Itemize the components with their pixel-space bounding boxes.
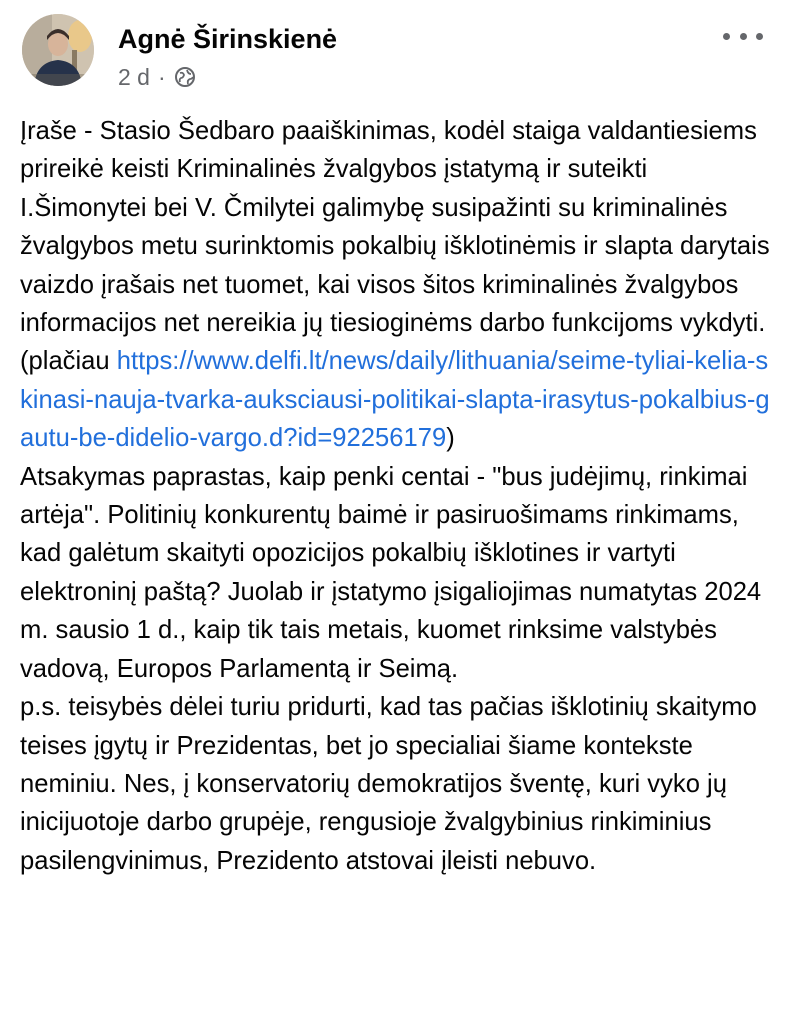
article-link[interactable]: https://www.delfi.lt/news/daily/lithuania/seime-tyliai-kelia-skinasi-nauja-tvarka-auksciausi-politikai-slapta-irasytus-pokalbius-gautu-be-didelio-vargo.d?id=92256179: [20, 347, 770, 453]
paragraph-text: ): [446, 424, 455, 453]
post-timestamp[interactable]: 2 d: [118, 63, 150, 90]
avatar[interactable]: [22, 14, 94, 86]
post-paragraph: p.s. teisybės dėlei turiu pridurti, kad tas pačias išklotinių skaitymo teises įgytų ir Prezidentas, bet jo specialiai šiame kontekste neminiu. Nes, į konservatorių demokratijos šventę, kuri vyko jų inicijuotoje darbo grupėje, rengusioje žvalgybinius rinkiminius pasilengvinimus, Prezidento atstovai įleisti nebuvo.: [20, 693, 757, 875]
post-header: [22, 14, 767, 94]
post-paragraph: [20, 112, 772, 458]
more-options-button[interactable]: [723, 26, 763, 46]
more-options-icon: [723, 33, 730, 40]
avatar-photo: [22, 14, 94, 86]
author-name[interactable]: Agnė Širinskienė: [118, 24, 338, 54]
paragraph-text: Įraše - Stasio Šedbaro paaiškinimas, kodėl staiga valdantiesiems prireikė keisti Kriminalinės žvalgybos įstatymą ir suteikti I.Šimonytei bei V. Čmilytei galimybę susipažinti su kriminalinės žvalgybos metu surinktomis pokalbių išklotinėmis ir slapta darytais vaizdo įrašais net tuomet, kai visos šitos kriminalinės žvalgybos informacijos net nereikia jų tiesioginėms darbo funkcijoms vykdyti. (plačiau: [20, 117, 770, 376]
more-options-icon-dot: [740, 33, 747, 40]
post-paragraph: Atsakymas paprastas, kaip penki centai - "bus judėjimų, rinkimai artėja". Politinių konkurentų baimė ir pasiruošimams rinkimams, kad galėtum skaityti opozicijos pokalbių išklotines ir vartyti elektroninį paštą? Juolab ir įstatymo įsigaliojimas numatytas 2024 m. sausio 1 d., kaip tik tais metais, kuomet rinksime valstybės vadovą, Europos Parlamentą ir Seimą.: [20, 462, 762, 683]
meta-separator: ·: [157, 63, 166, 90]
post-body: [20, 112, 772, 880]
globe-icon[interactable]: [174, 66, 196, 88]
post-meta: [118, 64, 196, 90]
more-options-icon-dot: [756, 33, 763, 40]
